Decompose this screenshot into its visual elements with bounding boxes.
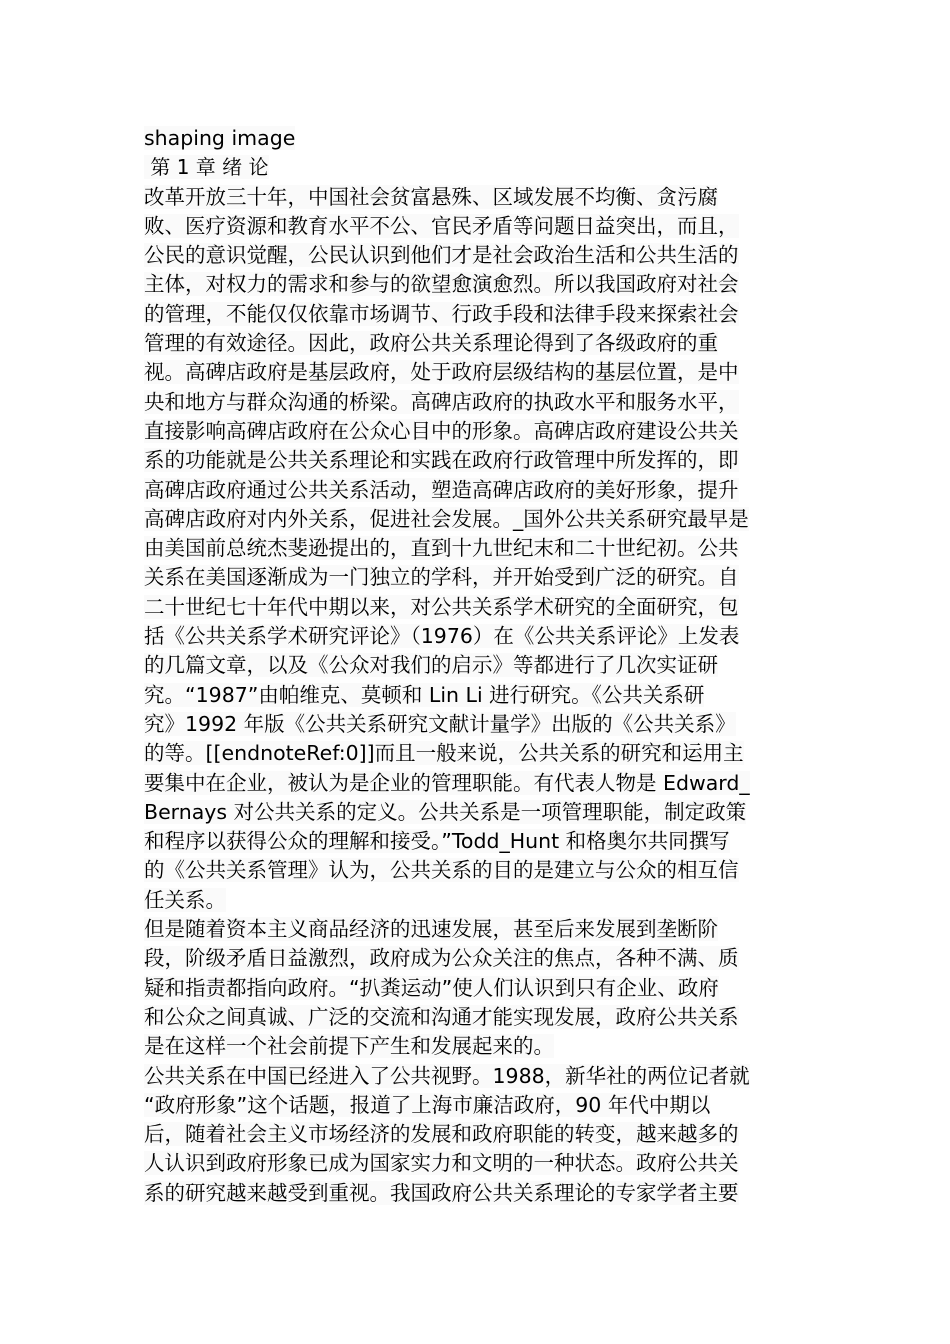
- text-line-content: 的几篇文章，以及《公众对我们的启示》等都进行了几次实证研: [144, 653, 718, 678]
- text-line: [144, 915, 808, 944]
- text-line: [144, 681, 808, 710]
- text-line-content: 系的功能就是公共关系理论和实践在政府行政管理中所发挥的，即: [144, 448, 739, 473]
- text-line: [144, 329, 808, 358]
- text-line-content: “政府形象”这个话题，报道了上海市廉洁政府，90 年代中期以: [144, 1092, 711, 1117]
- text-line-content: 究》1992 年版《公共关系研究文献计量学》出版的《公共关系》: [144, 711, 736, 736]
- text-line-content: 括《公共关系学术研究评论》（1976）在《公共关系评论》上发表: [144, 624, 740, 649]
- text-line: [144, 944, 808, 973]
- text-line-content: 系的研究越来越受到重视。我国政府公共关系理论的专家学者主要: [144, 1180, 739, 1205]
- text-line: [144, 183, 808, 212]
- text-line: [144, 974, 808, 1003]
- text-line-content: 要集中在企业，被认为是企业的管理职能。有代表人物是 Edward_: [144, 770, 750, 795]
- text-line: [144, 446, 808, 475]
- text-line: [144, 241, 808, 270]
- text-line: [144, 651, 808, 680]
- text-line: [144, 886, 808, 915]
- text-line-content: 管理的有效途径。因此，政府公共关系理论得到了各级政府的重: [144, 331, 718, 356]
- chapter-heading: 第 1 章 绪 论: [144, 155, 269, 180]
- text-line-content: 由美国前总统杰斐逊提出的，直到十九世纪末和二十世纪初。公共: [144, 536, 739, 561]
- text-line-content: 改革开放三十年，中国社会贫富悬殊、区域发展不均衡、贪污腐: [144, 184, 718, 209]
- text-line-content: 公民的意识觉醒，公民认识到他们才是社会政治生活和公共生活的: [144, 243, 739, 268]
- text-line: [144, 358, 808, 387]
- text-line-content: 关系在美国逐渐成为一门独立的学科，并开始受到广泛的研究。自: [144, 565, 739, 590]
- text-line: [144, 563, 808, 592]
- text-line-content: 视。高碑店政府是基层政府，处于政府层级结构的基层位置，是中: [144, 360, 739, 385]
- image-placeholder-line: [144, 124, 808, 153]
- text-line-content: 和程序以获得公众的理解和接受。”Todd_Hunt 和格奥尔共同撰写: [144, 829, 730, 854]
- text-line: [144, 593, 808, 622]
- text-line: [144, 856, 808, 885]
- text-line-content: 高碑店政府对内外关系，促进社会发展。_国外公共关系研究最早是: [144, 506, 749, 531]
- text-line: [144, 622, 808, 651]
- text-line-content: Bernays 对公共关系的定义。公共关系是一项管理职能，制定政策: [144, 799, 747, 824]
- paragraph-1: [144, 183, 808, 915]
- paragraph-3: [144, 1062, 808, 1208]
- text-line-content: 直接影响高碑店政府在公众心目中的形象。高碑店政府建设公共关: [144, 418, 739, 443]
- document-page: [144, 124, 808, 1208]
- text-line: [144, 505, 808, 534]
- text-line: [144, 417, 808, 446]
- text-line-content: 高碑店政府通过公共关系活动，塑造高碑店政府的美好形象，提升: [144, 477, 739, 502]
- text-line: [144, 388, 808, 417]
- text-line: [144, 300, 808, 329]
- text-line: [144, 212, 808, 241]
- paragraph-2: [144, 915, 808, 1061]
- text-line: [144, 827, 808, 856]
- text-line-content: 人认识到政府形象已成为国家实力和文明的一种状态。政府公共关: [144, 1151, 739, 1176]
- image-placeholder-text: shaping image: [144, 126, 296, 150]
- text-line-content: 究。“1987”由帕维克、莫顿和 Lin Li 进行研究。《公共关系研: [144, 682, 705, 707]
- text-line: [144, 270, 808, 299]
- text-line: [144, 476, 808, 505]
- text-line: [144, 534, 808, 563]
- text-line: [144, 1179, 808, 1208]
- text-line-content: 二十世纪七十年代中期以来，对公共关系学术研究的全面研究，包: [144, 594, 739, 619]
- text-line: [144, 710, 808, 739]
- chapter-heading-line: [144, 153, 808, 182]
- text-line-content: 的《公共关系管理》认为，公共关系的目的是建立与公众的相互信: [144, 858, 739, 883]
- text-line-content: 主体，对权力的需求和参与的欲望愈演愈烈。所以我国政府对社会: [144, 272, 739, 297]
- text-line: [144, 1062, 808, 1091]
- text-line: [144, 1032, 808, 1061]
- text-line: [144, 1120, 808, 1149]
- text-line-content: 和公众之间真诚、广泛的交流和沟通才能实现发展，政府公共关系: [144, 1004, 739, 1029]
- text-line-content: 是在这样一个社会前提下产生和发展起来的。: [144, 1034, 554, 1059]
- text-line-content: 的管理，不能仅仅依靠市场调节、行政手段和法律手段来探索社会: [144, 301, 739, 326]
- text-line-content: 疑和指责都指向政府。“扒粪运动”使人们认识到只有企业、政府: [144, 975, 719, 1000]
- text-line-content: 段，阶级矛盾日益激烈，政府成为公众关注的焦点，各种不满、质: [144, 946, 739, 971]
- text-line-content: 任关系。: [144, 887, 226, 912]
- text-line: [144, 1003, 808, 1032]
- text-line-content: 公共关系在中国已经进入了公共视野。1988，新华社的两位记者就: [144, 1063, 750, 1088]
- text-line: [144, 798, 808, 827]
- text-line-content: 央和地方与群众沟通的桥梁。高碑店政府的执政水平和服务水平，: [144, 389, 739, 414]
- text-line-content: 败、医疗资源和教育水平不公、官民矛盾等问题日益突出，而且，: [144, 213, 739, 238]
- text-line-content: 后，随着社会主义市场经济的发展和政府职能的转变，越来越多的: [144, 1122, 739, 1147]
- text-line-content: 的等。[[endnoteRef:0]]而且一般来说，公共关系的研究和运用主: [144, 741, 744, 766]
- text-line: [144, 769, 808, 798]
- text-line: [144, 1091, 808, 1120]
- text-line: [144, 1149, 808, 1178]
- text-line-content: 但是随着资本主义商品经济的迅速发展，甚至后来发展到垄断阶: [144, 917, 718, 942]
- text-line: [144, 739, 808, 768]
